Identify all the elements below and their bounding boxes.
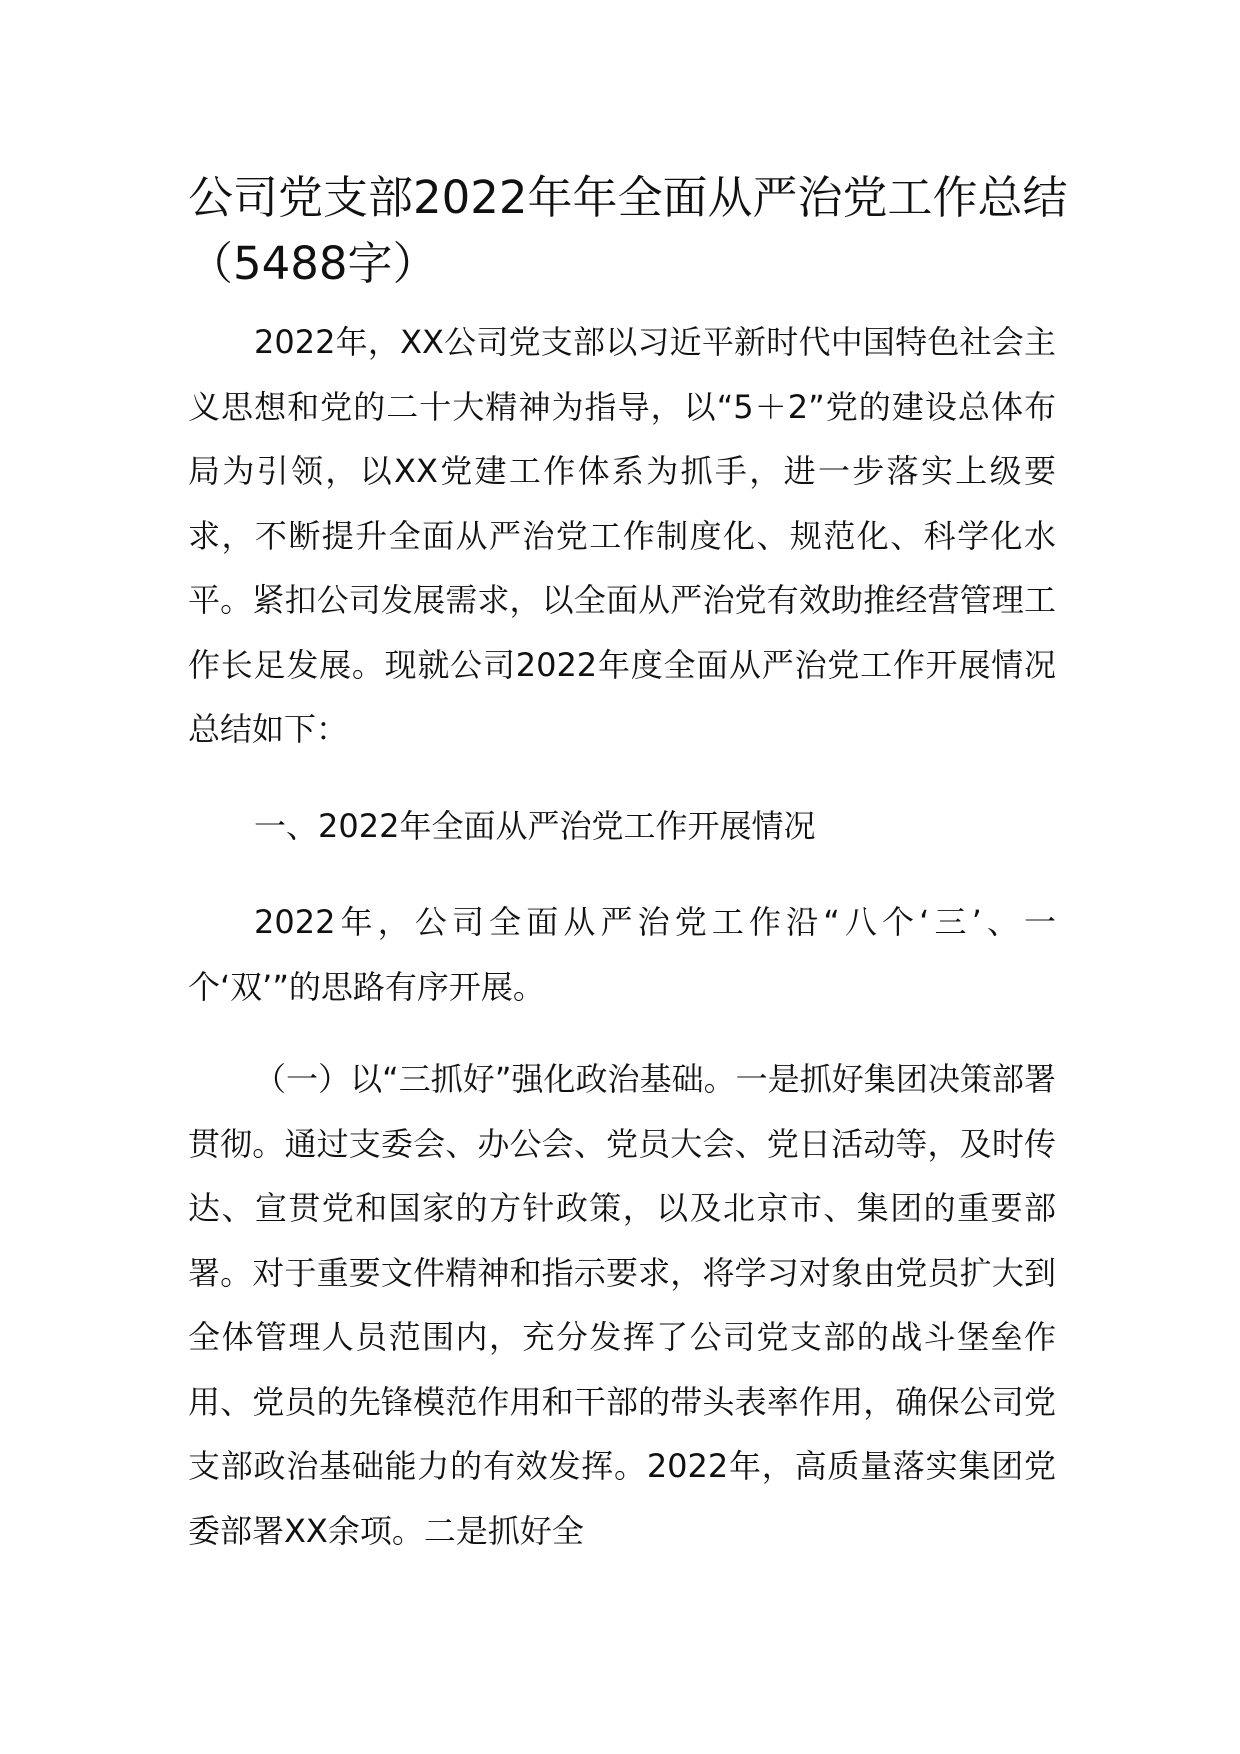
overview-paragraph: 2022年，公司全面从严治党工作沿“八个‘三’、一个‘双’”的思路有序开展。 bbox=[188, 903, 1056, 1006]
subsection-paragraph: （一）以“三抓好”强化政治基础。一是抓好集团决策部署贯彻。通过支委会、办公会、党员大会、党日活动等，及时传达、宣贯党和国家的方针政策，以及北京市、集团的重要部署。对于重要文件精神和指示要求，将学习对象由党员扩大到全体管理人员范围内，充分发挥了公司党支部的战斗堡垒作用、党员的先锋模范作用和干部的带头表率作用，确保公司党支部政治基础能力的有效发挥。2022年，高质量落实集团党委部署XX余项。二是抓好全 bbox=[188, 1060, 1056, 1550]
intro-paragraph: 2022年，XX公司党支部以习近平新时代中国特色社会主义思想和党的二十大精神为指导，以“5＋2”党的建设总体布局为引领，以XX党建工作体系为抓手，进一步落实上级要求，不断提升全面从严治党工作制度化、规范化、科学化水平。紧扣公司发展需求，以全面从严治党有效助推经营管理工作长足发展。现就公司2022年度全面从严治党工作开展情况总结如下： bbox=[188, 323, 1056, 748]
document-title: 公司党支部2022年年全面从严治党工作总结（5488字） bbox=[188, 171, 1068, 290]
section-heading: 一、2022年全面从严治党工作开展情况 bbox=[254, 806, 816, 845]
document-body bbox=[188, 310, 1056, 1563]
